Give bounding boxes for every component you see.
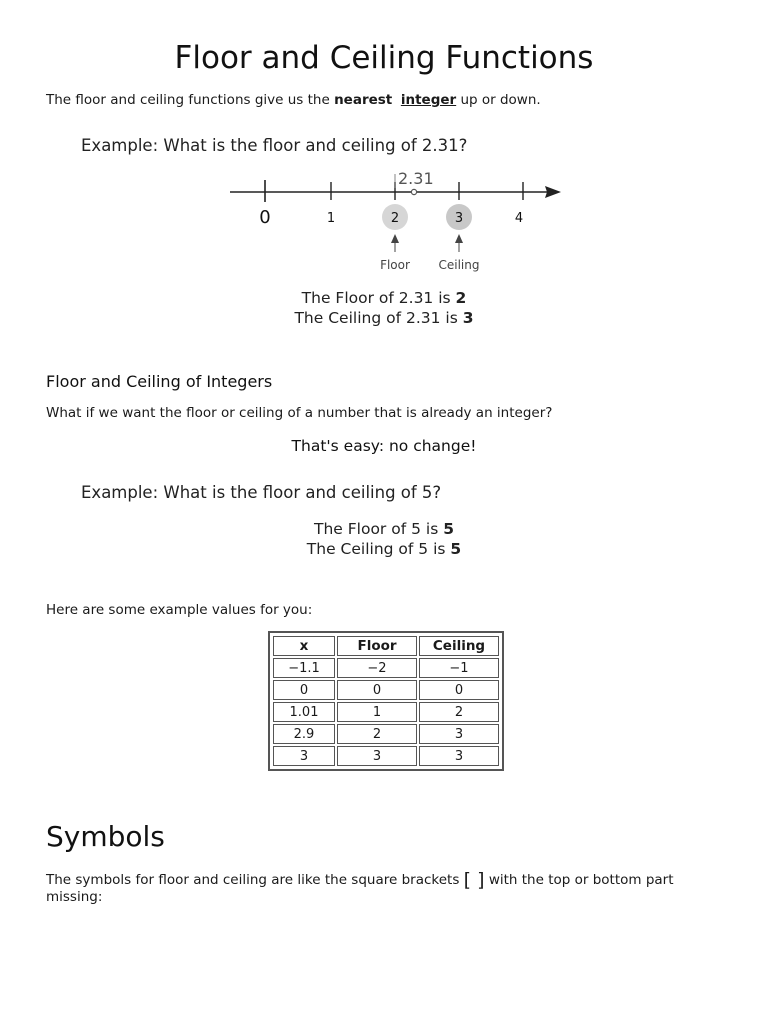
table-row xyxy=(273,746,499,766)
example2-floor-line xyxy=(0,519,768,539)
example1-ceiling-value: 3 xyxy=(462,309,474,327)
table-header-row xyxy=(273,636,499,656)
cell-floor: 1 xyxy=(337,702,417,722)
symbols-heading: Symbols xyxy=(46,820,165,853)
symbols-text-before: The symbols for floor and ceiling are like the square brackets xyxy=(46,872,464,888)
table-row xyxy=(273,658,499,678)
header-ceiling: Ceiling xyxy=(419,636,499,656)
intro-suffix: up or down. xyxy=(456,92,541,108)
cell-x: 2.9 xyxy=(273,724,335,744)
tick-label-0: 0 xyxy=(259,207,271,228)
intro-paragraph xyxy=(46,92,541,108)
table-row xyxy=(273,724,499,744)
value-label: 2.31 xyxy=(398,169,434,188)
cell-ceiling: −1 xyxy=(419,658,499,678)
cell-floor: 2 xyxy=(337,724,417,744)
header-x: x xyxy=(273,636,335,656)
cell-ceiling: 2 xyxy=(419,702,499,722)
square-brackets: [ ] xyxy=(463,869,485,891)
integer-link[interactable]: integer xyxy=(400,92,457,108)
symbols-paragraph xyxy=(46,869,726,906)
example1-ceiling-line xyxy=(0,308,768,328)
table-intro: Here are some example values for you: xyxy=(46,602,313,618)
example2-result xyxy=(0,519,768,559)
tick-label-2: 2 xyxy=(390,211,400,226)
intro-prefix: The floor and ceiling functions give us the xyxy=(46,92,335,108)
ceiling-label: Ceiling xyxy=(438,258,480,272)
example2-ceiling-line xyxy=(0,539,768,559)
example1-floor-value: 2 xyxy=(455,289,467,307)
example1-floor-text: The Floor of 2.31 is xyxy=(301,289,456,307)
number-line-diagram xyxy=(225,164,570,276)
cell-ceiling: 3 xyxy=(419,724,499,744)
intro-bold-word: nearest xyxy=(334,92,393,108)
cell-x: −1.1 xyxy=(273,658,335,678)
tick-label-1: 1 xyxy=(326,211,336,226)
example1-result xyxy=(0,288,768,328)
example1-question: Example: What is the floor and ceiling of 2.31? xyxy=(81,136,468,155)
example2-floor-text: The Floor of 5 is xyxy=(313,520,444,538)
page-title: Floor and Ceiling Functions xyxy=(174,40,594,76)
integers-question: What if we want the floor or ceiling of a number that is already an integer? xyxy=(46,405,553,421)
example2-floor-value: 5 xyxy=(443,520,454,538)
header-floor: Floor xyxy=(337,636,417,656)
integers-heading: Floor and Ceiling of Integers xyxy=(46,372,273,391)
cell-x: 3 xyxy=(273,746,335,766)
example1-floor-line xyxy=(0,288,768,308)
floor-label: Floor xyxy=(380,258,410,272)
value-marker xyxy=(411,189,416,194)
cell-floor: 3 xyxy=(337,746,417,766)
table-row xyxy=(273,680,499,700)
cell-x: 0 xyxy=(273,680,335,700)
example2-ceiling-text: The Ceiling of 5 is xyxy=(306,540,451,558)
example1-ceiling-text: The Ceiling of 2.31 is xyxy=(294,309,463,327)
floor-arrow-head xyxy=(391,234,399,243)
example-values-table xyxy=(268,631,504,771)
integers-answer: That's easy: no change! xyxy=(291,437,477,455)
example2-question: Example: What is the floor and ceiling of 5? xyxy=(81,483,442,502)
cell-floor: −2 xyxy=(337,658,417,678)
table-row xyxy=(273,702,499,722)
number-line-arrowhead xyxy=(545,186,561,198)
ceiling-arrow-head xyxy=(455,234,463,243)
tick-label-4: 4 xyxy=(514,211,524,226)
cell-floor: 0 xyxy=(337,680,417,700)
symbols-text-after: with the top or bottom part missing: xyxy=(46,872,674,905)
tick-label-3: 3 xyxy=(454,211,464,226)
cell-ceiling: 0 xyxy=(419,680,499,700)
cell-x: 1.01 xyxy=(273,702,335,722)
cell-ceiling: 3 xyxy=(419,746,499,766)
example2-ceiling-value: 5 xyxy=(450,540,462,558)
